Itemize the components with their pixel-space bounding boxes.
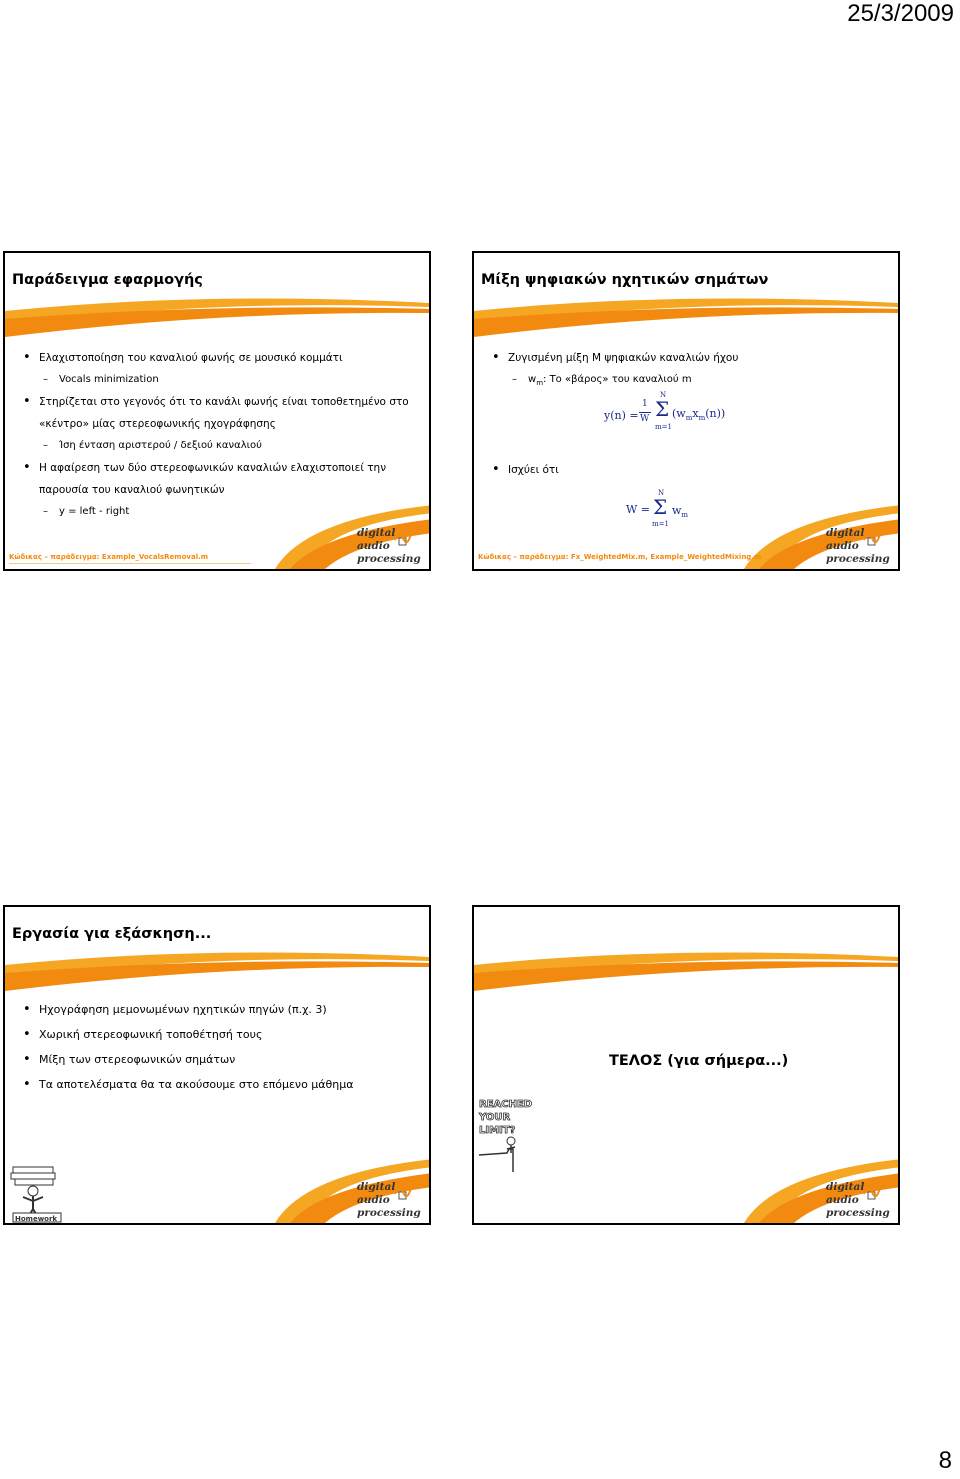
sub-bullet-item: – y = left - right — [19, 501, 419, 523]
waveform-icon — [393, 1180, 419, 1206]
waveform-icon — [393, 526, 419, 552]
logo-line: audio — [357, 540, 390, 552]
header-swoosh — [474, 907, 900, 1007]
fraction-bar — [639, 412, 651, 413]
formula-subscript: m — [681, 511, 689, 520]
formula-body — [672, 407, 725, 422]
weight-description: : Το «βάρος» του καναλιού m — [543, 374, 692, 385]
header-swoosh — [5, 907, 431, 1007]
logo-line: digital — [357, 527, 396, 539]
formula-subscript: m — [698, 414, 706, 423]
limit-text-line: LIMIT? — [479, 1125, 516, 1136]
homework-cartoon-image — [7, 1163, 65, 1223]
bullet-item: • Στηρίζεται στο γεγονός ότι το κανάλι φωνής είναι τοποθετημένο στο «κέντρο» μίας στερεοφωνικής ηχογράφησης — [19, 391, 419, 435]
waveform-icon — [862, 1180, 888, 1206]
bullet-item: • Ζυγισμένη μίξη Μ ψηφιακών καναλιών ήχου — [488, 347, 888, 369]
bullet-list — [19, 347, 419, 523]
bullet-item: • Ηχογράφηση μεμονωμένων ηχητικών πηγών (π.χ. 3) — [19, 997, 419, 1022]
formula-lhs: W = — [626, 503, 651, 516]
waveform-icon — [862, 526, 888, 552]
bullet-item: • Μίξη των στερεοφωνικών σημάτων — [19, 1047, 419, 1072]
logo-line: processing — [826, 1207, 890, 1219]
sum-upper-limit: N — [660, 391, 667, 399]
dap-logo — [357, 1182, 419, 1222]
weight-subscript: m — [536, 379, 544, 387]
slide-weighted-mixing — [472, 251, 900, 571]
formula-subscript: m — [685, 414, 693, 423]
bullet-item: • Η αφαίρεση των δύο στερεοφωνικών καναλιών ελαχιστοποιεί την παρουσία του καναλιού φωνητικών — [19, 457, 419, 501]
sub-bullet-item — [488, 369, 888, 394]
header-swoosh — [474, 253, 900, 353]
formula-term: x — [692, 407, 699, 420]
slide-vocals-example — [3, 251, 431, 571]
bullet-list — [488, 459, 888, 481]
bullet-list — [488, 347, 888, 394]
weight-symbol: w — [528, 374, 537, 385]
slide-end — [472, 905, 900, 1225]
logo-line: audio — [826, 540, 859, 552]
slide-title: Εργασία για εξάσκηση... — [12, 926, 212, 942]
slide-title: Παράδειγμα εφαρμογής — [12, 272, 203, 288]
formula-term: w — [672, 504, 682, 517]
limit-text-line: REACHED — [479, 1099, 533, 1110]
formula-denominator: W — [640, 414, 650, 424]
end-title: ΤΕΛΟΣ (για σήμερα...) — [609, 1053, 789, 1069]
sum-lower-limit: m=1 — [652, 520, 669, 528]
code-example-note: Κώδικας – παράδειγμα: Example_VocalsRemoval.m — [9, 553, 209, 561]
page-number: 8 — [938, 1447, 952, 1474]
logo-line: processing — [357, 1207, 421, 1219]
homework-label: Homework — [15, 1215, 58, 1223]
dap-logo — [826, 528, 888, 568]
slide-homework — [3, 905, 431, 1225]
sub-bullet-item: – Ίση ένταση αριστερού / δεξιού καναλιού — [19, 435, 419, 457]
formula-numerator: 1 — [642, 399, 648, 409]
dap-logo — [826, 1182, 888, 1222]
formula-term: (n)) — [705, 407, 726, 420]
slide-title: Μίξη ψηφιακών ηχητικών σημάτων — [481, 272, 769, 288]
bullet-item: • Τα αποτελέσματα θα τα ακούσουμε στο επόμενο μάθημα — [19, 1072, 419, 1097]
page-date: 25/3/2009 — [847, 0, 954, 27]
sum-lower-limit: m=1 — [655, 423, 672, 431]
code-example-note: Κώδικας – παράδειγμα: Fx_WeightedMix.m, Example_WeightedMixing.m — [478, 553, 762, 561]
logo-line: digital — [826, 1181, 865, 1193]
divider — [9, 563, 251, 564]
sub-bullet-item: – Vocals minimization — [19, 369, 419, 391]
logo-line: digital — [826, 527, 865, 539]
formula-lhs: y(n) = — [604, 409, 639, 422]
header-swoosh — [5, 253, 431, 353]
logo-line: audio — [357, 1194, 390, 1206]
logo-line: processing — [826, 553, 890, 565]
sigma-symbol: Σ — [655, 397, 670, 421]
bullet-item: • Ισχύει ότι — [488, 459, 888, 481]
bullet-list — [19, 997, 419, 1097]
logo-line: processing — [357, 553, 421, 565]
limit-text-line: YOUR — [479, 1112, 511, 1123]
bullet-item: • Χωρική στερεοφωνική τοποθέτησή τους — [19, 1022, 419, 1047]
formula-term: (w — [672, 407, 686, 420]
logo-line: digital — [357, 1181, 396, 1193]
sum-upper-limit: N — [658, 489, 665, 497]
bullet-item: • Ελαχιστοποίηση του καναλιού φωνής σε μουσικό κομμάτι — [19, 347, 419, 369]
dap-logo — [357, 528, 419, 568]
sigma-symbol: Σ — [653, 495, 668, 519]
logo-line: audio — [826, 1194, 859, 1206]
